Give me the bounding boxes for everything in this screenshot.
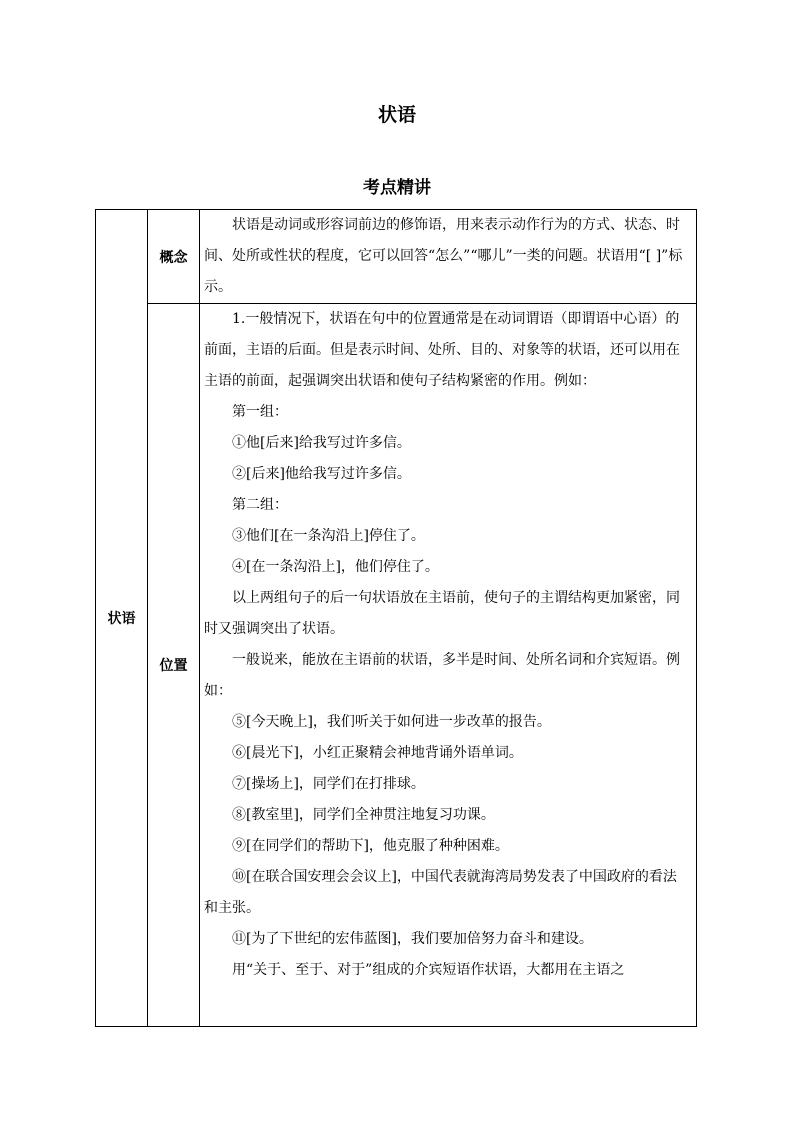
paragraph-explanation: 以上两组句子的后一句状语放在主语前，使句子的主谓结构更加紧密，同时又强调突出了状语。 xyxy=(204,590,680,637)
paragraph-explanation: 一般说来，能放在主语前的状语，多半是时间、处所名词和介宾短语。例如： xyxy=(204,652,680,699)
example-sentence: ⑦[操场上]，同学们在打排球。 xyxy=(232,776,425,792)
table-row-concept xyxy=(96,210,697,304)
example-sentence: ④[在一条沟沿上]，他们停住了。 xyxy=(232,559,439,575)
row-label-position: 位置 xyxy=(159,658,188,674)
example-sentence: ⑥[晨光下]，小红正聚精会神地背诵外语单词。 xyxy=(232,745,523,761)
table-row-position xyxy=(96,304,697,1027)
example-sentence: ⑨[在同学们的帮助下]，他克服了种种困难。 xyxy=(232,838,509,854)
section-subtitle: 考点精讲 xyxy=(363,178,431,198)
example-sentence: ③他们[在一条沟沿上]停住了。 xyxy=(232,528,425,544)
paragraph-continued: 用“关于、至于、对于”组成的介宾短语作状语，大都用在主语之 xyxy=(232,962,625,978)
paragraph: 状语是动词或形容词前边的修饰语，用来表示动作行为的方式、状态、时间、处所或性状的程度，它可以回答“怎么”“哪儿”一类的问题。状语用“[ ]”标示。 xyxy=(204,217,683,295)
example-sentence: ⑤[今天晚上]，我们听关于如何进一步改革的报告。 xyxy=(232,714,551,730)
paragraph-rule-1: 1.一般情况下，状语在句中的位置通常是在动词谓语（即谓语中心语）的前面，主语的后面。但是表示时间、处所、目的、对象等的状语，还可以用在主语的前面，起强调突出状语和使句子结构紧密的作用。例如： xyxy=(204,311,680,389)
example-sentence: ⑩[在联合国安理会会议上]，中国代表就海湾局势发表了中国政府的看法和主张。 xyxy=(204,869,677,916)
example-sentence: ②[后来]他给我写过许多信。 xyxy=(232,466,411,482)
row-label-cell xyxy=(148,304,200,1027)
grammar-table xyxy=(95,209,697,1027)
example-sentence: ⑪[为了下世纪的宏伟蓝图]，我们要加倍努力奋斗和建设。 xyxy=(232,931,593,947)
group-heading-2: 第二组： xyxy=(232,497,288,513)
category-label: 状语 xyxy=(107,611,136,627)
position-content xyxy=(200,304,697,1027)
category-cell xyxy=(96,210,148,1027)
example-sentence: ①他[后来]给我写过许多信。 xyxy=(232,435,411,451)
concept-content xyxy=(200,210,697,304)
row-label-concept: 概念 xyxy=(159,249,188,266)
document-title: 状语 xyxy=(377,104,416,126)
group-heading-1: 第一组： xyxy=(232,404,288,420)
example-sentence: ⑧[教室里]，同学们全神贯注地复习功课。 xyxy=(232,807,495,823)
row-label-cell xyxy=(148,210,200,304)
